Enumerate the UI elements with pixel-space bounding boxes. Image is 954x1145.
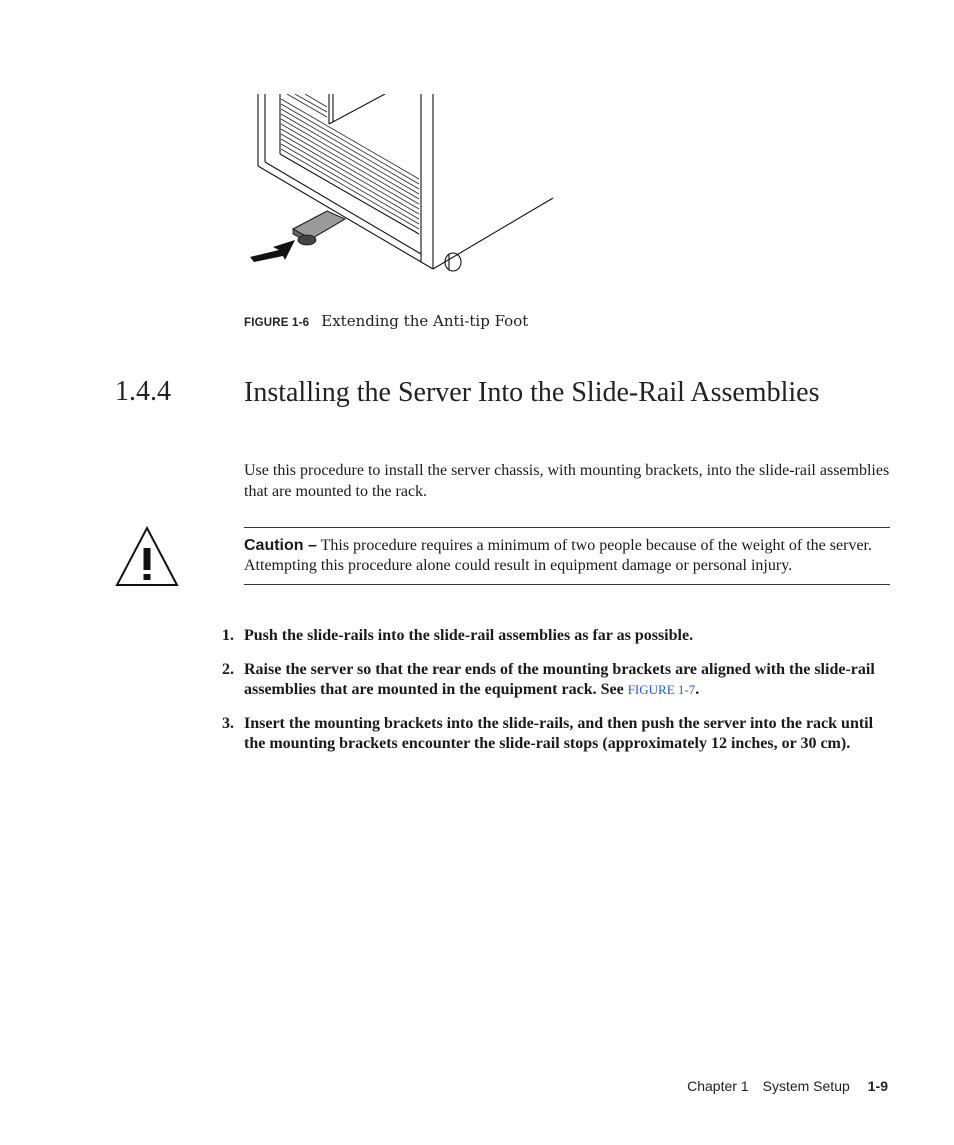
figure-illustration xyxy=(245,94,565,274)
step-number: 2. xyxy=(222,661,234,678)
step-number: 1. xyxy=(222,627,234,644)
figure-caption-text: Extending the Anti-tip Foot xyxy=(321,312,529,330)
footer-title: System Setup xyxy=(762,1078,850,1094)
page-footer xyxy=(687,1078,888,1094)
step-number: 3. xyxy=(222,715,234,732)
step-text-container xyxy=(244,660,890,700)
server-rack-antitip-foot-illustration xyxy=(245,94,565,274)
intro-paragraph: Use this procedure to install the server chassis, with mounting brackets, into the slide-rail assemblies that are mounted to the rack. xyxy=(244,462,890,500)
step-text: Insert the mounting brackets into the slide-rails, and then push the server into the rack until the mounting brackets encounter the slide-rail stops (approximately 12 inches, or 30 cm). xyxy=(244,715,874,752)
caution-text: This procedure requires a minimum of two people because of the weight of the server. Attempting this procedure alone could result in equipment damage or personal injury. xyxy=(244,537,872,574)
step-3 xyxy=(222,714,890,754)
step-text: Push the slide-rails into the slide-rail assemblies as far as possible. xyxy=(244,627,694,644)
section-title: Installing the Server Into the Slide-Rail Assemblies xyxy=(244,377,820,408)
footer-chapter: Chapter 1 xyxy=(687,1078,749,1094)
procedure-steps xyxy=(222,626,890,768)
caution-label: Caution – xyxy=(244,537,317,554)
warning-triangle-icon xyxy=(114,526,180,588)
step-1 xyxy=(222,626,890,646)
step-2 xyxy=(222,660,890,700)
step-suffix: . xyxy=(695,681,700,698)
figure-caption xyxy=(244,312,528,330)
page-number: 1-9 xyxy=(867,1078,888,1094)
section-number: 1.4.4 xyxy=(115,376,171,407)
figure-label: FIGURE 1-6 xyxy=(244,317,310,329)
caution-box xyxy=(244,527,890,585)
figure-cross-reference-link[interactable]: FIGURE 1-7 xyxy=(627,682,696,697)
step-text: Raise the server so that the rear ends of the mounting brackets are aligned with the slide-rail assemblies that are mounted in the equipment rack. See xyxy=(244,661,875,698)
